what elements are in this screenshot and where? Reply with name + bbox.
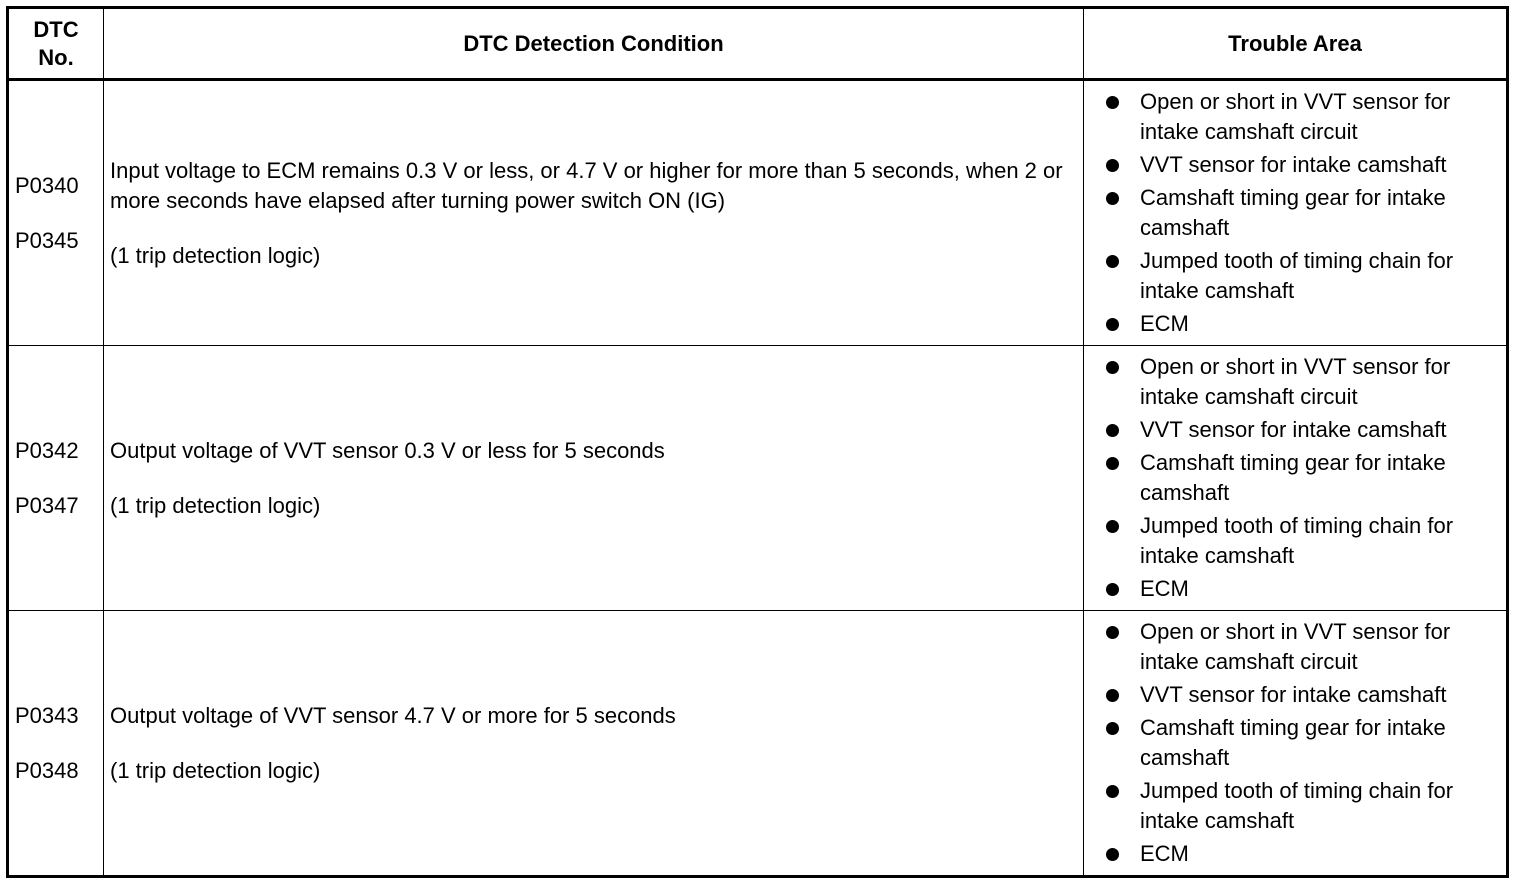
list-item: Jumped tooth of timing chain for intake camshaft [1104, 511, 1500, 571]
list-item: ECM [1104, 309, 1500, 339]
list-item: Jumped tooth of timing chain for intake camshaft [1104, 776, 1500, 836]
dtc-codes-cell [8, 611, 104, 877]
bullet-icon [1106, 361, 1119, 374]
list-item: ECM [1104, 839, 1500, 869]
header-trouble-area: Trouble Area [1084, 8, 1508, 80]
dtc-code: P0345 [15, 227, 79, 253]
bullet-icon [1106, 722, 1119, 735]
bullet-icon [1106, 689, 1119, 702]
table-row [8, 80, 1508, 346]
table-row [8, 346, 1508, 611]
dtc-code: P0343 [15, 702, 79, 728]
condition-text: Output voltage of VVT sensor 4.7 V or more for 5 seconds [110, 702, 676, 728]
trouble-area-cell [1084, 80, 1508, 346]
table-row [8, 611, 1508, 877]
detection-condition-cell [104, 346, 1084, 611]
bullet-icon [1106, 583, 1119, 596]
bullet-icon [1106, 785, 1119, 798]
bullet-icon [1106, 457, 1119, 470]
list-item: Camshaft timing gear for intake camshaft [1104, 183, 1500, 243]
header-dtc-no: DTC No. [8, 8, 104, 80]
header-detection-condition: DTC Detection Condition [104, 8, 1084, 80]
bullet-icon [1106, 192, 1119, 205]
bullet-icon [1106, 318, 1119, 331]
trip-logic-note: (1 trip detection logic) [110, 242, 321, 268]
list-item: VVT sensor for intake camshaft [1104, 150, 1500, 180]
trouble-area-cell [1084, 346, 1508, 611]
list-item: Open or short in VVT sensor for intake camshaft circuit [1104, 352, 1500, 412]
bullet-icon [1106, 159, 1119, 172]
detection-condition-cell [104, 80, 1084, 346]
header-row [8, 8, 1508, 80]
bullet-icon [1106, 96, 1119, 109]
bullet-icon [1106, 255, 1119, 268]
dtc-code: P0342 [15, 437, 79, 463]
trouble-area-cell [1084, 611, 1508, 877]
bullet-icon [1106, 520, 1119, 533]
bullet-icon [1106, 424, 1119, 437]
list-item: Camshaft timing gear for intake camshaft [1104, 448, 1500, 508]
dtc-code: P0347 [15, 492, 79, 518]
condition-text: Input voltage to ECM remains 0.3 V or less, or 4.7 V or higher for more than 5 seconds, when 2 or more seconds have elapsed after turning power switch ON (IG) [110, 157, 1063, 213]
trouble-area-list [1104, 352, 1500, 604]
trip-logic-note: (1 trip detection logic) [110, 757, 321, 783]
list-item: VVT sensor for intake camshaft [1104, 680, 1500, 710]
dtc-codes-cell [8, 346, 104, 611]
detection-condition-cell [104, 611, 1084, 877]
bullet-icon [1106, 626, 1119, 639]
condition-text: Output voltage of VVT sensor 0.3 V or less for 5 seconds [110, 437, 665, 463]
list-item: ECM [1104, 574, 1500, 604]
trouble-area-list [1104, 617, 1500, 869]
bullet-icon [1106, 848, 1119, 861]
dtc-code: P0340 [15, 172, 79, 198]
list-item: VVT sensor for intake camshaft [1104, 415, 1500, 445]
trip-logic-note: (1 trip detection logic) [110, 492, 321, 518]
list-item: Jumped tooth of timing chain for intake camshaft [1104, 246, 1500, 306]
dtc-code: P0348 [15, 757, 79, 783]
list-item: Open or short in VVT sensor for intake camshaft circuit [1104, 87, 1500, 147]
dtc-codes-cell [8, 80, 104, 346]
trouble-area-list [1104, 87, 1500, 339]
dtc-table [6, 6, 1509, 878]
list-item: Open or short in VVT sensor for intake camshaft circuit [1104, 617, 1500, 677]
list-item: Camshaft timing gear for intake camshaft [1104, 713, 1500, 773]
